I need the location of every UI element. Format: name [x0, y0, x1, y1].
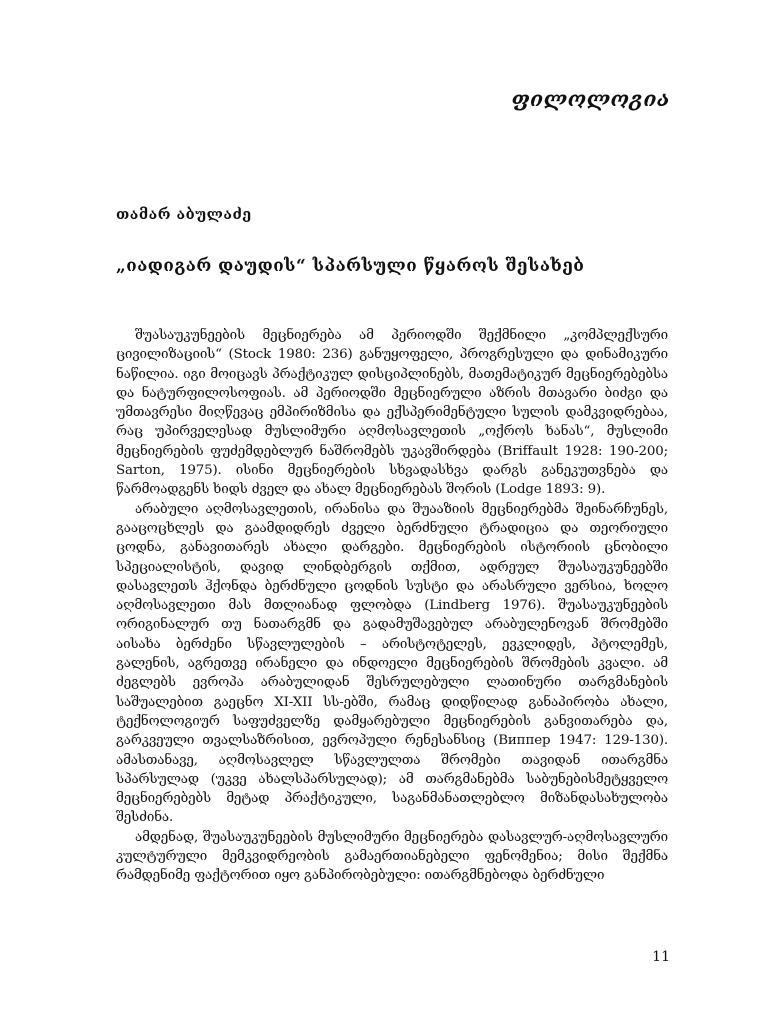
paragraph: არაბული აღმოსავლეთის, ირანისა და შუააზიის მეცნიერებმა შეინარჩუნეს, გააცოცხლეს და გაამდიდრეს ძველი ბერძნული ტრადიცია და თეორიული ცოდნა, განავითარეს ახალი დარგები. მეცნიერების ისტორიის ცნობილი სპეციალისტის, დავიდ ლინდბერგის თქმით, ადრეულ შუასაუკუნეებში დასავლეთს ჰქონდა ბერძნული ცოდნის სუსტი და არასრული ვერსია, ხოლო აღმოსავლეთი მას მთლიანად ფლობდა (Lindberg 1976). შუასაუკუნეების ორიგინალურ თუ ნათარგმნ და გადამუშავებულ არაბულენოვან შრომებში აისახა ბერძენი სწავლულების – არისტოტელეს, ევკლიდეს, პტოლემეს, გალენის, აგრეთვე ირანელი და ინდოელი მეცნიერების შრომების კვალი. ამ ძეგლებს ევროპა არაბულიდან შესრულებული ლათინური თარგმანების საშუალებით გაეცნო XI-XII სს-ებში, რამაც დიდწილად განაპირობა ახალი, ტექნოლოგიურ საფუძველზე დამყარებული მეცნიერების განვითარება და, გარკვეული თვალსაზრისით, ევროპული რენესანსიც (Виппер 1947: 129-130). ამასთანავე, აღმოსავლელ სწავლულთა შრომები თავიდან ითარგმნა სპარსულად (უკვე ახალსპარსულად); ამ თარგმანებმა საბუნებისმეტყველო მეცნიერებებს მეტად პრაქტიკული, საგანმანათლებლო მიზანდასახულობა შესძინა.: [116, 501, 668, 826]
article-title: „იადიგარ დაუდის“ სპარსული წყაროს შესახებ: [116, 256, 585, 276]
paragraph: შუასაუკუნეების მეცნიერება ამ პერიოდში შექმნილი „კომპლექსური ცივილიზაციის“ (Stock 1980: 236) განუყოფელი, პროგრესული და დინამიკური ნაწილია. იგი მოიცავს პრაქტიკულ დისციპლინებს, მათემატიკურ მეცნიერებებსა და ნატურფილოსოფიას. ამ პერიოდში მეცნიერული აზრის მთავარი ბიძგი და უმთავრესი მიღწევაც ემპირიზმისა და ექსპერიმენტული სულის დამკვიდრებაა, რაც უპირველესად მუსლიმური აღმოსავლეთის „ოქროს ხანას“, მუსლიმი მეცნიერების ფუძემდებლურ ნაშრომებს უკავშირდება (Briffault 1928: 190-200; Sarton, 1975). ისინი მეცნიერების სხვადასხვა დარგს განეკუთვნება და წარმოადგენს ხიდს ძველ და ახალ მეცნიერებას შორის (Lodge 1893: 9).: [116, 328, 668, 498]
section-heading: ფილოლოგია: [511, 86, 670, 111]
page-number: 11: [652, 949, 670, 965]
author-name: თამარ აბულაძე: [116, 206, 252, 223]
paragraph: ამდენად, შუასაუკუნეების მუსლიმური მეცნიერება დასავლურ-აღმოსავლური კულტურული მემკვიდრეობის გამაერთიანებელი ფენომენია; მისი შექმნა რამდენიმე ფაქტორით იყო განპირობებული: ითარგმნებოდა ბერძნული: [116, 829, 668, 884]
article-body: [116, 326, 668, 886]
